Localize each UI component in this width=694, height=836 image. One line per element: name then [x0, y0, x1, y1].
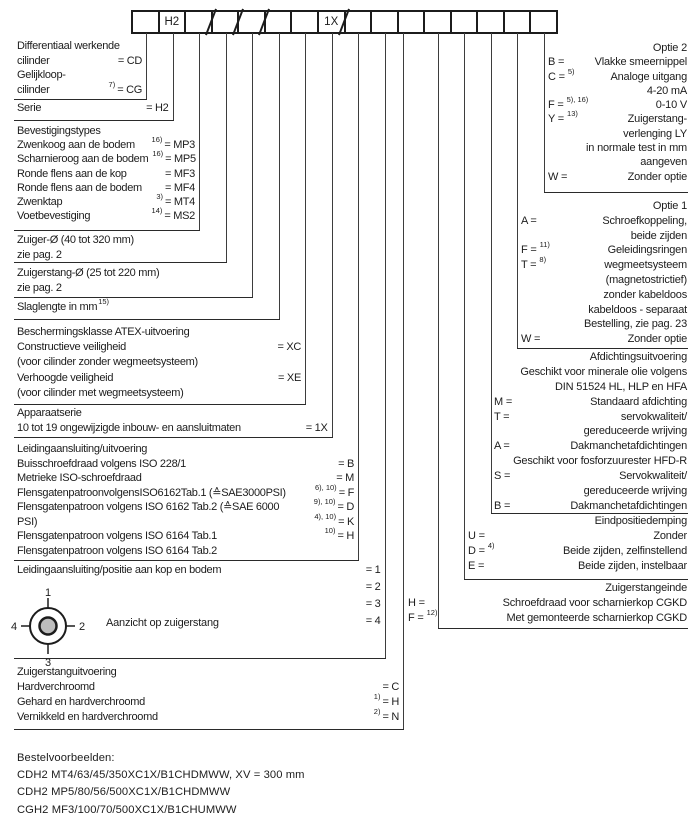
row-label: Ronde flens aan de bodem [17, 181, 142, 194]
row-label: cilinder [17, 83, 50, 96]
code-row [17, 282, 248, 297]
section-divider-line [14, 319, 280, 320]
code-row [17, 191, 195, 210]
type-code-cell [370, 12, 397, 32]
option-code: E = [468, 560, 485, 572]
code-row [17, 545, 354, 560]
footnote-ref: 5) [567, 66, 575, 76]
code-row [468, 530, 687, 545]
code-row [17, 511, 354, 531]
code-row [494, 470, 687, 485]
row-label: PSI) [17, 515, 38, 528]
section-divider-line [517, 348, 688, 349]
section-divider-line [464, 579, 688, 580]
option-code: C = [548, 70, 565, 83]
header-text: Afdichtingsuitvoering [589, 351, 687, 363]
option-code: = 1X [305, 422, 328, 434]
code-row [494, 425, 687, 440]
option-code: = N [382, 711, 399, 723]
code-row [17, 135, 195, 153]
code-row [17, 443, 354, 458]
section-header [521, 200, 687, 215]
row-label: Serie [17, 102, 42, 114]
code-row [17, 125, 195, 139]
row-label: 10 tot 19 ongewijzigde inbouw- en aansluitmaten [17, 422, 241, 434]
row-label: Constructieve veiligheid [17, 341, 126, 354]
row-description: Zonder optie [627, 170, 687, 183]
row-description: Standaard afdichting [590, 395, 687, 408]
code-row [17, 234, 222, 249]
section-bevestigingstypes [17, 125, 195, 224]
option-code: = F [338, 486, 354, 499]
header-text: Zuigerstangeinde [605, 582, 687, 594]
code-row [17, 55, 142, 70]
code-row [17, 482, 354, 502]
row-label: Hardverchroomd [17, 681, 95, 693]
code-row [17, 249, 222, 264]
code-row [17, 564, 381, 581]
row-label: Flensgatenpatroon volgens ISO 6164 Tab.2 [17, 544, 218, 557]
footnote-ref: 2) [373, 707, 381, 716]
section-divider-line [14, 297, 253, 298]
code-row [17, 526, 354, 545]
type-code-cell [503, 12, 530, 32]
footnote-ref: 10) [324, 526, 336, 536]
option-code: = CG [117, 83, 142, 96]
code-row [548, 156, 687, 170]
section-divider-line [544, 192, 689, 193]
row-description: Met gemonteerde scharnierkop CGKD [506, 612, 687, 624]
connector-line [146, 33, 147, 99]
option-code: = H [382, 696, 399, 708]
row-description: Geschikt voor fosforzuurester HFD-R [513, 455, 687, 468]
row-label: Zuigerstang-Ø (25 tot 220 mm) [17, 267, 160, 279]
order-example-line: CGH2 MF3/100/70/500XC1X/B1CHUMWW [17, 803, 237, 816]
option-code: = M [336, 472, 354, 485]
footnote-ref: 4), 10) [314, 511, 337, 521]
row-label: Scharnieroog aan de bodem [17, 153, 149, 166]
section-optie-1 [521, 200, 687, 348]
option-code: = MT4 [165, 195, 195, 208]
row-description: gereduceerde wrijving [583, 485, 687, 498]
option-code: B = [548, 56, 565, 69]
footnote-ref: 8) [539, 255, 547, 265]
section-serie [17, 102, 169, 116]
footnote-ref: 7) [108, 79, 116, 89]
port-position-diagram [8, 584, 93, 669]
section-afdichtingsuitvoering [494, 351, 687, 515]
code-row [494, 485, 687, 500]
type-code-cell [397, 12, 424, 32]
row-description: in normale test in mm [586, 142, 687, 155]
option-code: S = [494, 470, 511, 483]
code-row [548, 109, 687, 127]
row-label: Differentiaal werkende [17, 40, 120, 52]
row-description: Bestelling, zie pag. 23 [583, 318, 687, 331]
option-code: = B [338, 457, 354, 470]
section-divider-line [438, 628, 689, 629]
connector-line [305, 33, 306, 404]
option-code: F = [521, 244, 537, 257]
row-description: aangeven [640, 156, 687, 169]
code-row [17, 692, 399, 711]
port-label-4: 4 [10, 621, 18, 633]
code-row [408, 597, 687, 612]
option-code: U = [468, 530, 485, 542]
row-description: Beide zijden, instelbaar [578, 560, 687, 572]
footnote-ref: 16) [151, 135, 163, 145]
code-row [494, 500, 687, 515]
code-row [494, 396, 687, 411]
code-row [17, 267, 248, 282]
row-description: Zonder [653, 530, 687, 542]
code-row [548, 66, 687, 85]
section-zuigerstanguitvoering [17, 666, 399, 726]
row-description: Analoge uitgang [610, 70, 687, 83]
row-description: gereduceerde wrijving [583, 425, 687, 438]
option-code: A = [521, 214, 537, 227]
type-code-cell [290, 12, 317, 32]
footnote-ref: 6), 10) [315, 482, 337, 492]
row-label: Zuigerstanguitvoering [17, 666, 117, 678]
header-text: Optie 2 [652, 42, 687, 54]
port-label-2: 2 [78, 621, 86, 633]
footnote-ref: 9), 10) [313, 497, 336, 507]
code-row [468, 560, 687, 575]
row-label: Slaglengte in mm [17, 301, 98, 313]
row-label: (voor cilinder met wegmeetsysteem) [17, 386, 184, 399]
row-description: 4-20 mA [646, 84, 687, 97]
type-code-cell [476, 12, 503, 32]
code-row [521, 333, 687, 348]
row-description: Dakmanchetafdichtingen [570, 440, 687, 453]
type-code-cell [264, 12, 291, 32]
type-code-cell [529, 12, 556, 32]
code-row [17, 206, 195, 224]
type-code-cell [423, 12, 450, 32]
section-divider-line [14, 120, 174, 121]
connector-line [464, 33, 465, 579]
row-label: Flensgatenpatroon volgens ISO 6162 Tab.2 (≙SAE 6000 [17, 501, 280, 514]
footnote-ref: 14) [151, 206, 163, 216]
option-code: = CD [117, 54, 142, 67]
order-example-line: CDH2 MP5/80/56/500XC1X/B1CHDMWW [17, 786, 231, 799]
option-code: = XC [277, 341, 301, 354]
option-code: H = [408, 597, 425, 609]
option-code: Y = [548, 113, 565, 126]
row-description: 0-10 V [655, 99, 687, 112]
option-code: F = [548, 99, 564, 112]
row-label: (voor cilinder zonder wegmeetsysteem) [17, 356, 198, 369]
footnote-ref: 1) [373, 692, 381, 701]
row-description: (magnetostrictief) [605, 273, 687, 286]
row-description: servokwaliteit/ [620, 410, 687, 423]
row-description: Geleidingsringen [607, 244, 687, 257]
code-row [17, 79, 142, 99]
option-code: T = [521, 259, 537, 272]
code-row [521, 304, 687, 319]
code-row [468, 541, 687, 560]
piston-rod-circle [40, 618, 57, 635]
code-row [17, 297, 275, 315]
row-label: Leidingaansluiting/positie aan kop en bodem [17, 564, 222, 576]
row-label: Leidingaansluiting/uitvoering [17, 443, 148, 455]
row-label: Beschermingsklasse ATEX-uitvoering [17, 326, 190, 338]
footnote-ref: 11) [539, 240, 550, 250]
connector-line [491, 33, 492, 513]
code-row [521, 274, 687, 289]
row-description: verlenging LY [623, 127, 687, 140]
order-examples [17, 752, 305, 821]
section-eindpositiedemping [468, 515, 687, 575]
row-description: Beide zijden, zelfinstellend [562, 545, 687, 557]
header-text: Optie 1 [652, 200, 687, 212]
diagram-caption: Aanzicht op zuigerstang [106, 617, 219, 629]
option-code: = H [337, 530, 354, 543]
section-header [468, 515, 687, 530]
type-code-cell [133, 12, 158, 32]
code-row [494, 381, 687, 396]
code-row [17, 407, 328, 422]
section-optie-2 [548, 42, 687, 185]
row-label: Zwenktap [17, 195, 63, 208]
header-text: Eindpositiedemping [594, 515, 687, 527]
row-description: DIN 51524 HL, HLP en HFA [555, 380, 687, 393]
footnote-ref: 5), 16) [566, 95, 589, 105]
row-description: kabeldoos - separaat [588, 303, 687, 316]
connector-line [173, 33, 174, 120]
option-code: B = [494, 499, 511, 512]
connector-line [199, 33, 200, 230]
order-examples-title: Bestelvoorbeelden: [17, 752, 115, 764]
option-code: = 1 [365, 564, 381, 576]
option-code: D = [468, 545, 485, 557]
cell-text: H2 [164, 16, 180, 28]
row-label: Zwenkoog aan de bodem [17, 139, 135, 152]
section-header [548, 42, 687, 56]
connector-line [279, 33, 280, 319]
code-row [17, 40, 142, 55]
code-row [521, 215, 687, 230]
code-row [548, 171, 687, 185]
option-code: = 4 [365, 615, 381, 627]
option-code: = C [382, 681, 399, 693]
option-code: W = [521, 333, 541, 346]
port-label-3: 3 [44, 657, 52, 669]
option-code: = MP5 [165, 153, 196, 166]
code-row [521, 289, 687, 304]
row-label: Gehard en hardverchroomd [17, 696, 145, 708]
option-code: = 2 [365, 581, 381, 593]
row-label: Metrieke ISO-schroefdraad [17, 472, 142, 485]
section-divider-line [14, 230, 200, 231]
connector-line [252, 33, 253, 297]
code-row [17, 707, 399, 726]
row-description: Schroefdraad voor scharnierkop CGKD [502, 597, 687, 609]
row-description: Vlakke smeernippel [594, 56, 687, 69]
code-row [17, 341, 301, 356]
connector-line [544, 33, 545, 192]
connector-line [403, 33, 404, 729]
section-atex-beschermingsklasse [17, 326, 301, 402]
port-label-1: 1 [44, 587, 52, 599]
code-row [17, 497, 354, 516]
code-row [494, 455, 687, 470]
section-zuiger-diameter [17, 234, 222, 264]
section-slaglengte [17, 297, 275, 315]
row-label: Verhoogde veiligheid [17, 371, 114, 384]
code-row [17, 458, 354, 473]
section-apparaatserie [17, 407, 328, 437]
row-label: Ronde flens aan de kop [17, 167, 127, 180]
code-row [548, 128, 687, 142]
row-description: Zonder optie [627, 333, 687, 346]
code-row [17, 326, 301, 341]
option-code: = MS2 [164, 210, 195, 223]
connector-line [332, 33, 333, 437]
row-label: Flensgatenpatroon volgens ISO 6164 Tab.1 [17, 530, 218, 543]
row-label: zie pag. 2 [17, 249, 62, 261]
section-leidingaansluiting-uitvoering [17, 443, 354, 559]
section-divider-line [14, 560, 359, 561]
section-header [494, 351, 687, 366]
row-description: Schroefkoppeling, [602, 214, 687, 227]
section-divider-line [14, 437, 333, 438]
code-row [494, 440, 687, 455]
code-row [17, 387, 301, 402]
option-code: = MP3 [164, 139, 195, 152]
row-label: Voetbevestiging [17, 210, 91, 223]
type-code-cell [450, 12, 477, 32]
code-row [521, 318, 687, 333]
row-description: Geschikt voor minerale olie volgens [520, 365, 687, 378]
code-row [17, 472, 354, 487]
connector-line [226, 33, 227, 262]
option-code: = H2 [146, 102, 169, 114]
option-code: A = [494, 440, 510, 453]
code-row [17, 356, 301, 371]
option-code: T = [494, 410, 510, 423]
footnote-ref: 3) [156, 191, 164, 201]
row-description: Servokwaliteit/ [619, 470, 687, 483]
footnote-ref: 15) [98, 297, 110, 306]
code-row [521, 255, 687, 274]
code-row [494, 366, 687, 381]
connector-line [438, 33, 439, 628]
code-row [408, 608, 687, 627]
footnote-ref: 4) [487, 541, 495, 550]
row-label: Zuiger-Ø (40 tot 320 mm) [17, 234, 134, 246]
row-label: Vernikkeld en hardverchroomd [17, 711, 158, 723]
type-code-cell [158, 12, 185, 32]
row-description: Zuigerstang- [627, 113, 687, 126]
section-zuigerstang-diameter [17, 267, 248, 297]
row-label: Gelijkloop- [17, 69, 66, 82]
cell-text: 1X [324, 16, 339, 28]
row-label: Buisschroefdraad volgens ISO 228/1 [17, 457, 186, 470]
connector-line [358, 33, 359, 560]
section-divider-line [14, 99, 147, 100]
row-description: zonder kabeldoos [603, 288, 687, 301]
row-label: FlensgatenpatroonvolgensISO6162Tab.1 (≙SAE3000PSI) [17, 486, 286, 499]
code-row [17, 149, 196, 167]
footnote-ref: 13) [567, 109, 578, 119]
section-divider-line [14, 404, 306, 405]
option-code: M = [494, 395, 513, 408]
option-code: = MF4 [165, 181, 195, 194]
row-label: zie pag. 2 [17, 282, 62, 294]
code-row [17, 372, 301, 387]
code-row [17, 681, 399, 696]
section-header [408, 582, 687, 597]
row-label: Apparaatserie [17, 407, 82, 419]
code-row [17, 422, 328, 437]
section-zuigerstangeinde [408, 582, 687, 627]
footnote-ref: 16) [152, 149, 164, 159]
option-code: = D [337, 501, 354, 514]
row-label: Bevestigingstypes [17, 125, 101, 137]
code-row [17, 168, 195, 182]
section-cilindertype [17, 40, 142, 98]
row-description: Dakmanchetafdichtingen [570, 499, 687, 512]
row-label: cilinder [17, 54, 50, 67]
code-row [17, 182, 195, 196]
connector-line [385, 33, 386, 658]
section-divider-line [14, 729, 404, 730]
code-row [17, 69, 142, 84]
option-code: = 3 [365, 598, 381, 610]
footnote-ref: 12) [426, 608, 438, 617]
option-code: W = [548, 170, 568, 183]
option-code: = K [338, 515, 354, 528]
row-description: wegmeetsysteem [604, 259, 687, 272]
code-row [17, 102, 169, 116]
option-code: F = [408, 612, 424, 624]
option-code: = XE [278, 371, 301, 384]
code-row [548, 142, 687, 156]
option-code: = MF3 [165, 167, 195, 180]
order-example-line: CDH2 MT4/63/45/350XC1X/B1CHDMWW, XV = 300 mm [17, 769, 305, 782]
connector-line [517, 33, 518, 348]
code-row [494, 411, 687, 426]
row-description: beide zijden [630, 229, 687, 242]
